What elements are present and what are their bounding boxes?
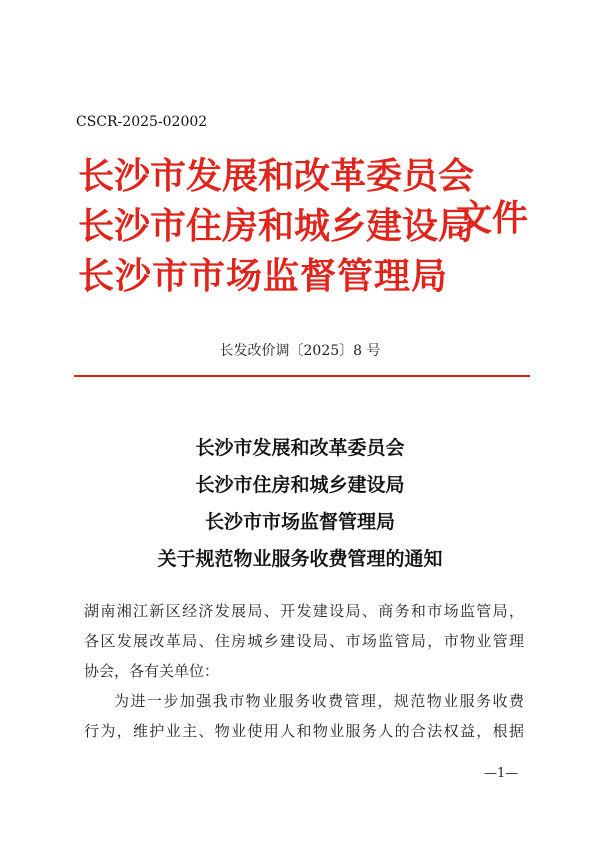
title-line: 长沙市市场监督管理局 <box>204 511 395 533</box>
agency-name-housing-construction: 长沙市住房和城乡建设局 <box>78 205 475 247</box>
issue-number: 长发改价调〔2025〕8 号 <box>219 343 381 359</box>
agency-name-market-supervision: 长沙市市场监督管理局 <box>78 255 449 297</box>
agency-name-development-reform: 长沙市发展和改革委员会 <box>78 155 475 197</box>
paragraph-line: 行为，维护业主、物业使用人和物业服务人的合法权益，根据 <box>84 722 524 740</box>
title-line: 长沙市发展和改革委员会 <box>195 437 405 459</box>
red-divider-line <box>74 375 530 377</box>
title-line: 长沙市住房和城乡建设局 <box>195 474 405 496</box>
issuing-agencies <box>78 152 475 302</box>
paragraph-line: 为进一步加强我市物业服务收费管理，规范物业服务收费 <box>114 692 524 710</box>
notice-body <box>84 596 524 746</box>
recipients-line: 协会，各有关单位： <box>84 662 220 680</box>
wenjian-label: 文件 <box>456 197 529 239</box>
recipients-line: 各区发展改革局、住房城乡建设局、市场监管局，市物业管理 <box>84 632 524 650</box>
title-line: 关于规范物业服务收费管理的通知 <box>157 548 443 570</box>
page-number: —1— <box>484 766 519 781</box>
notice-title <box>0 430 600 578</box>
document-number: CSCR-2025-02002 <box>76 114 208 130</box>
recipients-line: 湖南湘江新区经济发展局、开发建设局、商务和市场监管局， <box>84 602 524 620</box>
